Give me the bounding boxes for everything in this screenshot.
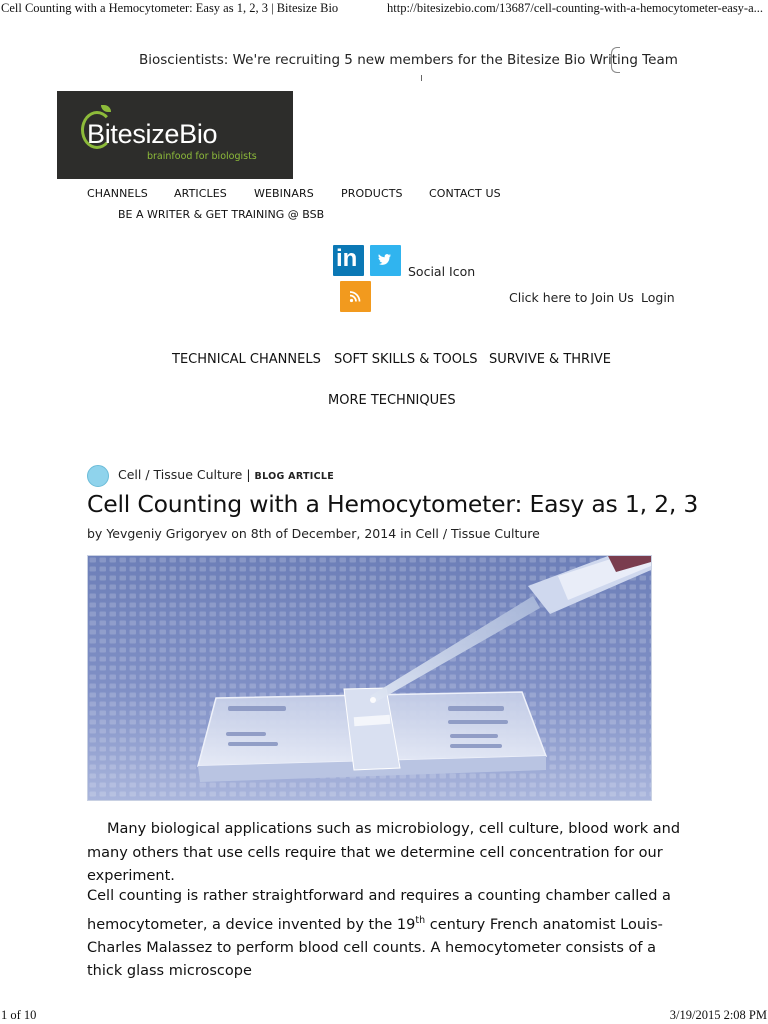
nav-webinars[interactable]: WEBINARS: [254, 187, 314, 200]
nav-more-techniques[interactable]: MORE TECHNIQUES: [328, 393, 456, 408]
category-icon: [87, 465, 109, 487]
nav-products[interactable]: PRODUCTS: [341, 187, 403, 200]
announcement-link[interactable]: Bioscientists: We're recruiting 5 new members for the Bitesize Bio Writing Team: [139, 52, 678, 68]
print-header: [0, 0, 768, 20]
article-category-line: [118, 467, 334, 482]
byline-prefix: by: [87, 526, 107, 541]
print-page-url: http://bitesizebio.com/13687/cell-counting-with-a-hemocytometer-easy-a...: [387, 1, 764, 15]
byline-category-link[interactable]: Cell / Tissue Culture: [415, 526, 540, 541]
nav-survive-thrive[interactable]: SURVIVE & THRIVE: [489, 352, 612, 367]
hero-image: [87, 555, 652, 801]
logo-leaf-icon: [101, 105, 111, 112]
article-paragraph-1: Many biological applications such as microbiology, cell culture, blood work and many others that use cells require that we determine cell concentration for our experiment.: [87, 821, 681, 884]
nav-articles[interactable]: ARTICLES: [174, 187, 227, 200]
nav-contact-us[interactable]: CONTACT US: [429, 187, 501, 200]
paragraph-2-text-continued: century French anatomist Louis-Charles Malassez to perform blood cell counts. A hemocytometer consists of a thick glass microscope: [87, 916, 663, 980]
nav-technical-channels[interactable]: TECHNICAL CHANNELS: [172, 352, 321, 367]
paragraph-2-superscript: th: [415, 914, 426, 926]
logo-wordmark: BitesizeBio: [87, 119, 218, 149]
byline-date: on 8th of December, 2014 in: [227, 526, 416, 541]
social-icon-label: Social Icon: [408, 264, 476, 279]
linkedin-icon[interactable]: in: [333, 245, 364, 276]
print-date: 3/19/2015 2:08 PM: [669, 1008, 767, 1022]
print-page-title: Cell Counting with a Hemocytometer: Easy as 1, 2, 3 | Bitesize Bio: [1, 1, 339, 15]
join-us-link[interactable]: Click here to Join Us: [509, 290, 634, 305]
nav-soft-skills-tools[interactable]: SOFT SKILLS & TOOLS: [334, 352, 478, 367]
login-link[interactable]: Login: [641, 290, 675, 305]
nav-be-a-writer[interactable]: BE A WRITER & GET TRAINING @ BSB: [118, 208, 325, 221]
nav-channels[interactable]: CHANNELS: [87, 187, 148, 200]
divider: [421, 75, 422, 81]
search-toggle[interactable]: [611, 47, 620, 73]
rss-icon[interactable]: [340, 281, 371, 312]
logo-tagline: brainfood for biologists: [147, 151, 257, 162]
article-byline: [87, 526, 540, 541]
paragraph-2-text: Cell counting is rather straightforward and requires a counting chamber called a hemocytometer, a device invented by the 19: [87, 888, 671, 933]
article-type-tag: BLOG ARTICLE: [254, 471, 335, 482]
article-paragraph-2: [87, 885, 687, 984]
print-page-number: 1 of 10: [1, 1008, 37, 1022]
site-logo[interactable]: [57, 91, 293, 179]
article-title: Cell Counting with a Hemocytometer: Easy as 1, 2, 3: [87, 490, 699, 518]
category-separator: |: [242, 467, 255, 482]
print-footer: [0, 1006, 768, 1024]
category-link[interactable]: Cell / Tissue Culture: [118, 467, 243, 482]
author-link[interactable]: Yevgeniy Grigoryev: [106, 526, 228, 541]
twitter-icon[interactable]: [370, 245, 401, 276]
